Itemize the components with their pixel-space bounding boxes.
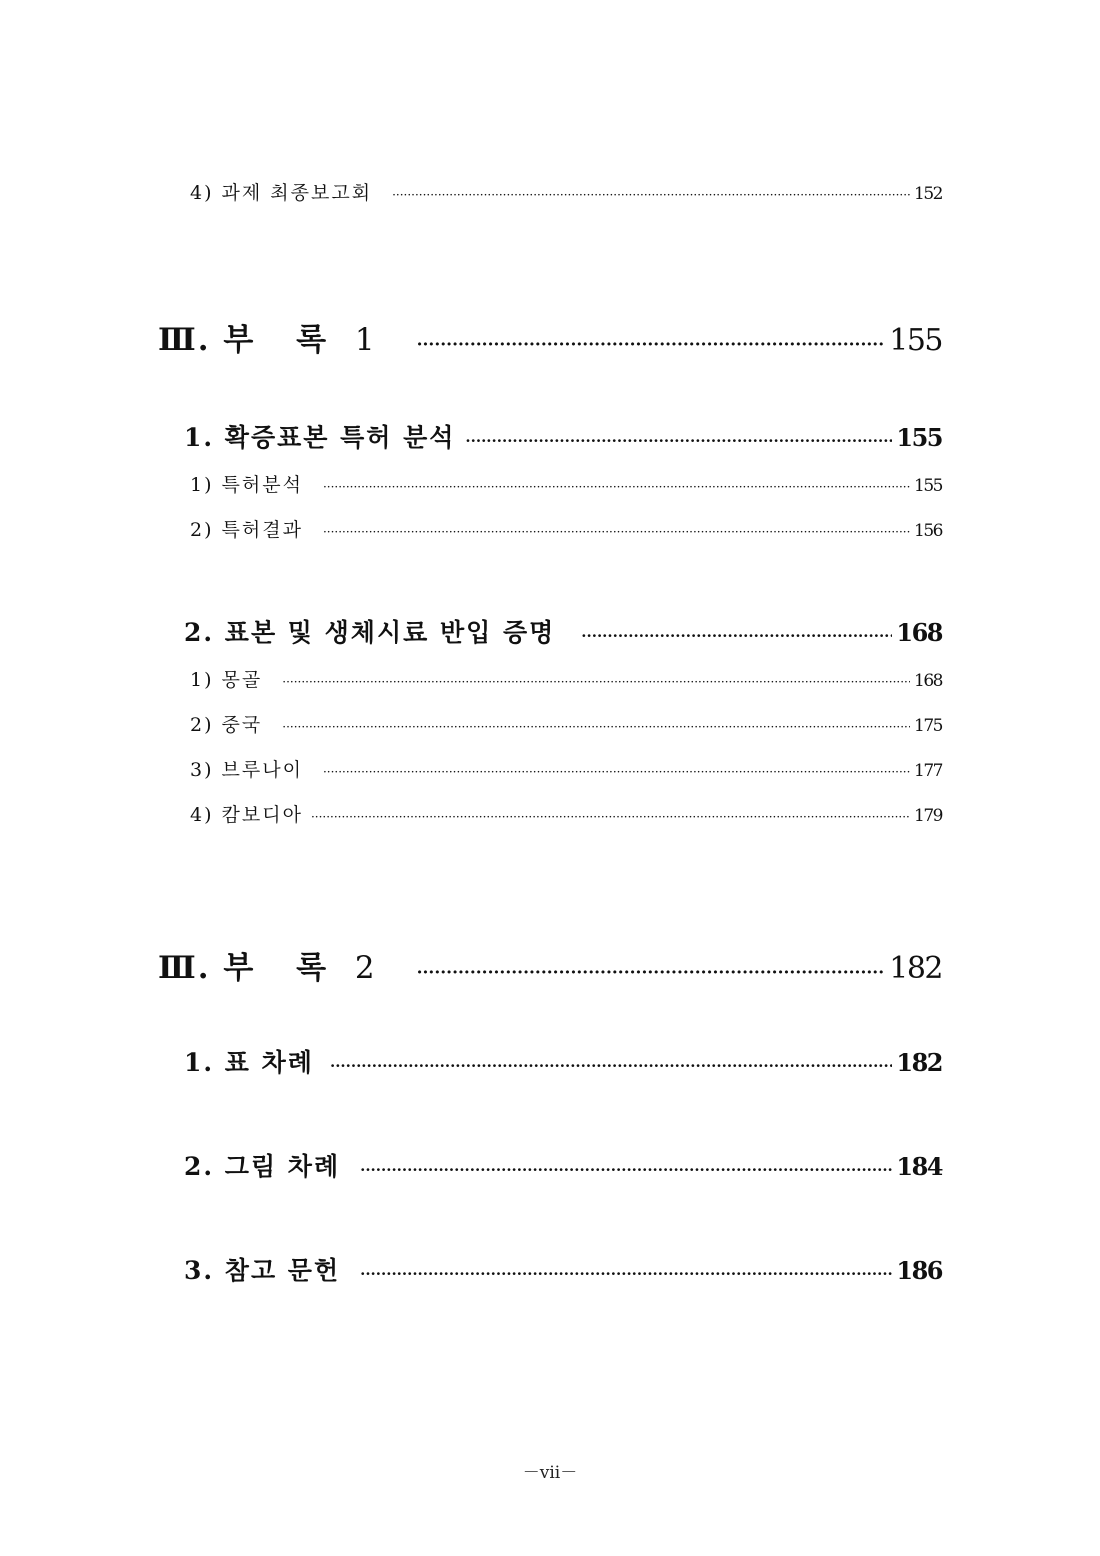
toc-chapter-label [158,314,377,359]
toc-item-label: 1) 몽골 [190,669,263,691]
toc-section-patent-analysis[interactable] [184,418,942,454]
chapter-title: 부 록 [223,950,343,986]
toc-item-label: 2) 특허결과 [190,519,303,541]
toc-chapter-label [158,942,377,987]
dot-leader [360,1161,892,1179]
toc-section-references[interactable] [184,1251,942,1287]
toc-section-sample-import[interactable] [184,613,942,649]
toc-section-page: 186 [896,1256,942,1285]
toc-item-final-report[interactable] [190,178,942,205]
dot-leader [330,1057,892,1075]
toc-item-page: 156 [914,521,942,541]
toc-item-patent-analysis[interactable] [190,470,942,497]
toc-item-page: 179 [914,806,942,826]
dot-leader [581,627,892,645]
dot-leader [465,432,892,450]
chapter-title: 부 록 [223,322,343,358]
toc-item-label: 3) 브루나이 [190,759,303,781]
toc-item-label: 1) 특허분석 [190,474,303,496]
dot-leader [311,810,910,824]
dot-leader [282,720,910,734]
toc-chapter-page: 155 [889,323,942,358]
toc-item-china[interactable] [190,710,942,737]
toc-item-label: 4) 캄보디아 [190,804,303,826]
toc-section-label: 3. 참고 문헌 [184,1256,341,1285]
toc-section-label: 1. 확증표본 특허 분석 [184,423,456,452]
dot-leader [417,335,886,355]
dot-leader [323,525,910,539]
toc-item-page: 168 [914,671,942,691]
toc-item-label: 4) 과제 최종보고회 [190,182,373,204]
toc-section-figure-list[interactable] [184,1147,942,1183]
toc-item-page: 175 [914,716,942,736]
toc-section-label: 2. 그림 차례 [184,1152,341,1181]
toc-item-label: 2) 중국 [190,714,263,736]
toc-section-page: 155 [896,423,942,452]
toc-item-brunei[interactable] [190,755,942,782]
toc-section-table-list[interactable] [184,1043,942,1079]
dot-leader [282,675,910,689]
toc-section-page: 182 [896,1048,942,1077]
dot-leader [323,480,910,494]
dot-leader [392,188,910,202]
chapter-roman: Ⅲ. [158,322,211,358]
chapter-number: 2 [354,950,377,986]
toc-section-label: 1. 표 차례 [184,1048,314,1077]
toc-section-page: 184 [896,1152,942,1181]
page-number-footer: －vii－ [522,1463,578,1483]
dot-leader [323,765,910,779]
toc-chapter-appendix-2[interactable] [158,942,942,987]
chapter-number: 1 [354,322,377,358]
toc-item-cambodia[interactable] [190,800,942,827]
chapter-roman: Ⅲ. [158,950,211,986]
toc-section-label: 2. 표본 및 생체시료 반입 증명 [184,618,556,647]
toc-chapter-appendix-1[interactable] [158,314,942,359]
toc-item-patent-result[interactable] [190,515,942,542]
toc-item-mongolia[interactable] [190,665,942,692]
toc-section-page: 168 [896,618,942,647]
dot-leader [360,1265,892,1283]
toc-chapter-page: 182 [889,951,942,986]
toc-item-page: 155 [914,476,942,496]
toc-item-page: 177 [914,761,942,781]
dot-leader [417,963,886,983]
toc-item-page: 152 [914,184,942,204]
